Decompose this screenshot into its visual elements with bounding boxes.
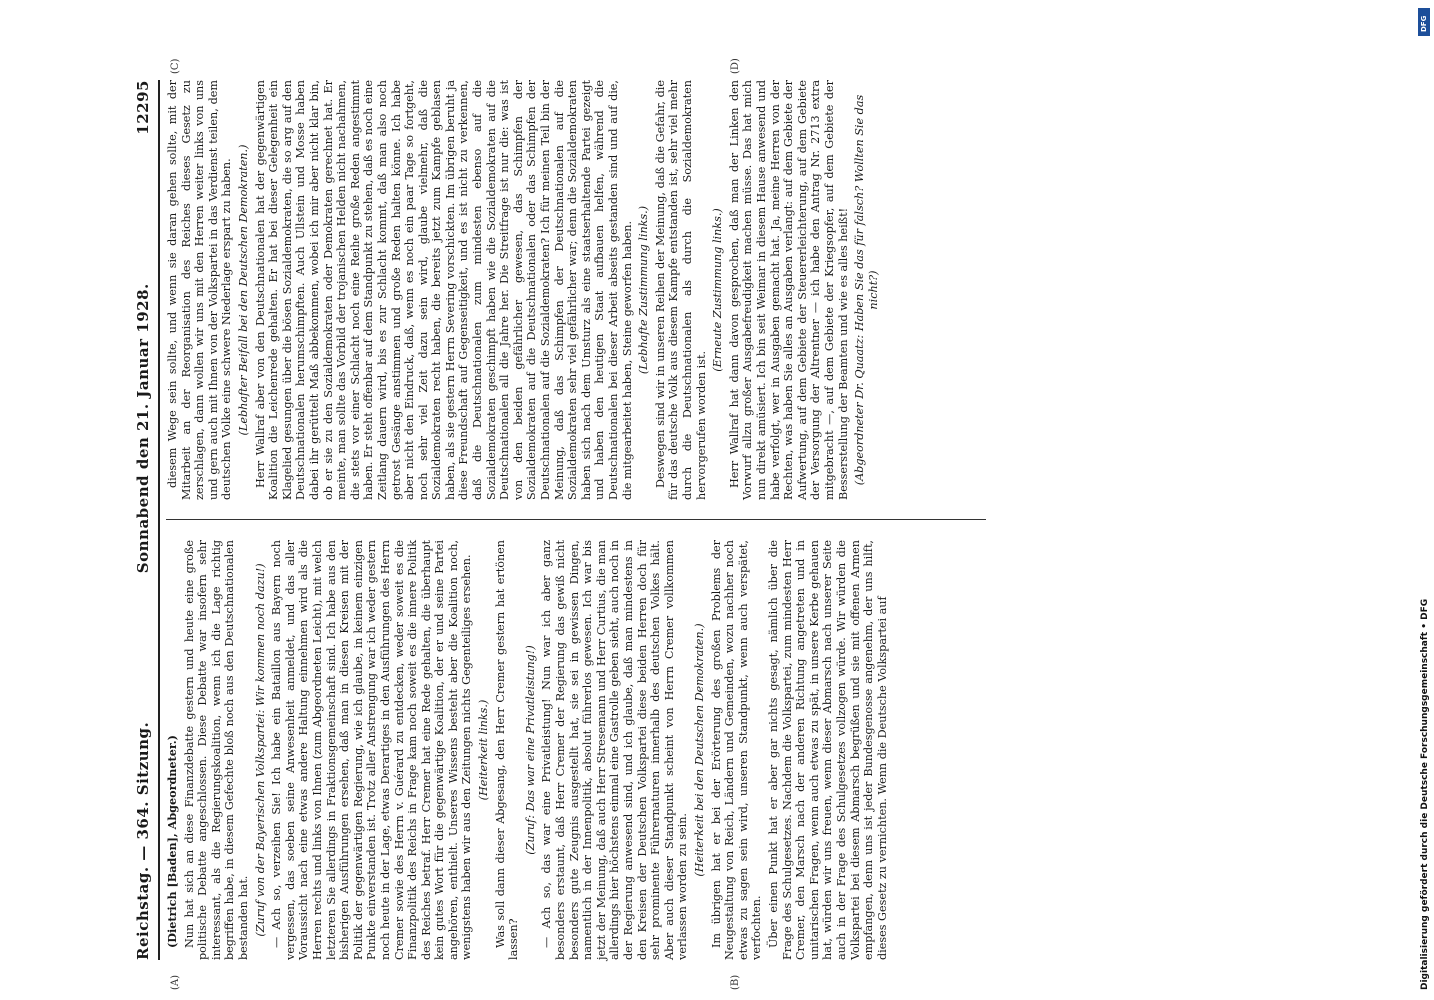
paragraph: Herr Wallraf aber von den Deutschnationalen hat der gegenwärtigen Koalition die Leichenrede gehalten. Er hat bei dieser Gelegenheit ein Klagelied gesungen über die bösen Sozialdemokraten, die so arg auf den Deutschnationalen herumschimpften. Auch Ullstein und Mosse haben dabei ihr gerüttelt Maß abbekommen, wobei ich mir aber nicht klar bin, ob er sie zu den Sozialdemokraten oder Demokraten gerechnet hat. Er meinte, man sollte das Vorbild der trojanischen Helden nicht nachahmen, die stets vor einer Schlacht noch eine Reihe große Reden angestimmt haben. Er steht offenbar auf dem Standpunkt zu stehen, daß es noch eine Zeitlang dauern wird, bis es zur Schlacht kommt, daß man also noch getrost Gesänge anstimmen und große Reden halten könne. Ich habe aber nicht den Eindruck, daß, wenn es noch ein paar Tage so fortgeht, noch sehr viel Zeit dazu sein wird, glaube vielmehr, daß die Sozialdemokraten recht haben, die bereits jetzt zum Kampfe geblasen haben, als sie gestern Herrn Severing vorschickten. Im übrigen beruht ja diese Freundschaft auf Gegenseitigkeit, und es ist nicht zu verkennen, daß die Deutschnationalen zum mindesten ebenso auf die Sozialdemokraten geschimpft haben wie die Sozialdemokraten auf die Deutschnationalen all die Jahre her. Die Streitfrage ist nur die: was ist von den beiden gefährlicher gewesen, das Schimpfen der Sozialdemokraten auf die Deutschnationalen oder das Schimpfen der Deutschnationalen auf die Sozialdemokraten? Ich für meinen Teil bin der Meinung, daß das Schimpfen der Deutschnationalen auf die Sozialdemokraten sehr viel gefährlicher war; denn die Sozialdemokraten haben sich nach dem Umsturz als eine staatserhaltende Partei gezeigt und haben den heutigen Staat aufbauen helfen, während die Deutschnationalen bei dieser Arbeit abseits gestanden sind und auf die, die mitgearbeitet haben, Steine geworfen haben. <box>253 80 634 500</box>
interjection: (Zuruf: Das war eine Privatleistung!) <box>523 645 537 855</box>
header-date: Sonnabend den 21. Januar 1928. <box>134 283 152 574</box>
digitization-note-text: Digitalisierung gefördert durch die Deutsche Forschungsgemeinschaft • DFG <box>1420 598 1430 990</box>
interjection: (Abgeordneter Dr. Quaatz: Haben Sie das für falsch? Wollten Sie das nicht?) <box>853 94 880 486</box>
dfg-logo <box>1418 8 1430 36</box>
column-divider <box>166 519 986 520</box>
paragraph: diesem Wege sein sollte, und wenn sie daran gehen sollte, mit der Mitarbeit an der Reorganisation des Reiches dieses Gesetz zu zerschlagen, dann wollen wir uns mit den Herren weiter links von uns und gern auch mit Ihnen von der Volkspartei in das Verdienst teilen, dem deutschen Volke eine schwere Niederlage erspart zu haben. <box>166 80 234 500</box>
paragraph: Deswegen sind wir in unseren Reihen der Meinung, daß die Gefahr, die für das deutsche Volk aus diesem Kampfe entstanden ist, sehr viel mehr durch die Deutschnationalen als durch die Sozialdemokraten hervorgerufen worden ist. <box>653 80 708 500</box>
margin-mark-d: (D) <box>730 58 741 74</box>
interjection: (Erneute Zustimmung links.) <box>711 208 725 372</box>
paragraph: — Ach so, verzeihen Sie! Ich habe ein Bataillon aus Bayern noch vergessen, das soeben seine Anwesenheit anmeldet, und das aller Voraussicht nach eine etwas andere Haltung einnehmen wird als die Herren rechts und links von Ihnen (zum Abgeordneten Leicht), mit welch letzteren Sie allerdings in Fraktionsgemeinschaft sind. Ich habe aus den bisherigen Ausführungen ersehen, daß man in diesen Kreisen mit der Politik der gegenwärtigen Regierung, wie ich glaube, in keinem einzigen Punkte einverstanden ist. Trotz aller Anstrengung war ich weder gestern noch heute in der Lage, etwas Derartiges in den Ausführungen des Herrn Cremer sowie des Herrn v. Guérard zu entdecken, weder soweit es die Finanzpolitik des Reichs in Frage kam noch soweit es die innere Politik des Reiches betraf. Herr Cremer hat eine Rede gehalten, die überhaupt kein gutes Wort für die gegenwärtige Koalition, der er und seine Partei angehören, enthielt. Unseres Wissens besteht aber die Koalition noch, wenigstens haben wir aus den Zeitungen nichts Gegenteiliges ersehen. <box>270 540 474 960</box>
interjection: (Lebhafter Beifall bei den Deutschen Demokraten.) <box>236 144 250 436</box>
interjection: (Zuruf von der Bayerischen Volkspartei: Wir kommen noch dazu!) <box>253 563 267 937</box>
right-column <box>166 80 883 500</box>
paragraph: Im übrigen hat er bei der Erörterung des großen Problems der Neugestaltung von Reich, Ländern und Gemeinden, wozu nachher noch etwas zu sagen sein wird, unseren Standpunkt, wenn auch verspätet, verfochten. <box>709 540 764 960</box>
interjection: (Heiterkeit links.) <box>477 699 491 801</box>
rotated-page-content <box>130 58 1330 990</box>
interjection: (Lebhafte Zustimmung links.) <box>637 205 651 375</box>
interjection: (Heiterkeit bei den Deutschen Demokraten.) <box>692 623 706 877</box>
paragraph: Herr Wallraf hat dann davon gesprochen, daß man der Linken den Vorwurf allzu großer Ausgabefreudigkeit machen müsse. Das hat mich nun direkt amüsiert. Ich bin seit Weimar in diesem Hause anwesend und habe verfolgt, wer in Ausgaben gemacht hat. Ja, meine Herren von der Rechten, was haben Sie alles an Ausgaben verlangt: auf dem Gebiete der Aufwertung, auf dem Gebiete der Steuererleichterung, auf dem Gebiete der Versorgung der Altrentner — ich habe den Antrag Nr. 2713 extra mitgebracht —, auf dem Gebiete der Kriegsopfer, auf dem Gebiete der Besserstellung der Beamten und wie es alles heißt! <box>727 80 850 500</box>
dfg-logo-text: DFG <box>1420 15 1428 32</box>
paragraph: Über einen Punkt hat er aber gar nichts gesagt, nämlich über die Frage des Schulgesetzes. Nachdem die Volkspartei, zum mindesten Herr Cremer, den Marsch nach der anderen Richtung angetreten und in unitarischen Fragen, wenn auch etwas zu spät, in unsere Kerbe gehauen hat, würden wir uns freuen, wenn dieser Abmarsch nach unserer Seite auch in der Frage des Schulgesetzes vollzogen würde. Wir würden die Volkspartei bei diesem Abmarsch begrüßen und sie mit offenen Armen empfangen, denn uns ist jeder Bundesgenosse angenehm, der uns hilft, dieses Gesetz zu vernichten. Wenn die Deutsche Volkspartei auf <box>766 540 889 960</box>
speaker-line: (Dietrich [Baden], Abgeordneter.) <box>165 735 179 948</box>
page-header <box>130 80 156 960</box>
page-number: 12295 <box>134 80 152 135</box>
margin-mark-b: (B) <box>730 974 741 990</box>
paragraph: Was soll dann dieser Abgesang, den Herr Cremer gestern hat ertönen lassen? <box>493 540 521 960</box>
paragraph: Nun hat sich an diese Finanzdebatte gestern und heute eine große politische Debatte angeschlossen. Diese Debatte war insofern sehr interessant, als die Regierungskoalition, wenn ich die Lage richtig begriffen habe, in diesem Gefechte bloß noch aus den Deutschnationalen bestanden hat. <box>182 540 250 960</box>
header-rule <box>158 80 160 960</box>
digitization-note <box>1406 10 1430 990</box>
header-left: Reichstag. — 364. Sitzung. <box>134 721 152 960</box>
margin-mark-a: (A) <box>170 974 181 990</box>
left-column <box>166 540 892 960</box>
paragraph: — Ach so, das war eine Privatleistung! Nun war ich aber ganz besonders erstaunt, daß Herr Cremer der Regierung das gewiß nicht besonders gute Zeugnis ausgestellt hat, sie sei in gewissen Dingen, namentlich in der Innenpolitik, absolut führerlos gewesen. Ich war bis jetzt der Meinung, daß auch Herr Stresemann und Herr Curtius, die man allerdings hier höchstens einmal eine Gastrolle geben sieht, auch noch in der Regierung anwesend sind, und ich glaube, daß man mindestens in den Kreisen der Deutschen Volkspartei diese beiden Herren doch für sehr prominente Führernaturen innerhalb des deutschen Volkes hält. Aber auch dieser Standpunkt scheint von Herrn Cremer vollkommen verlassen worden zu sein. <box>540 540 690 960</box>
margin-mark-c: (C) <box>170 58 181 74</box>
